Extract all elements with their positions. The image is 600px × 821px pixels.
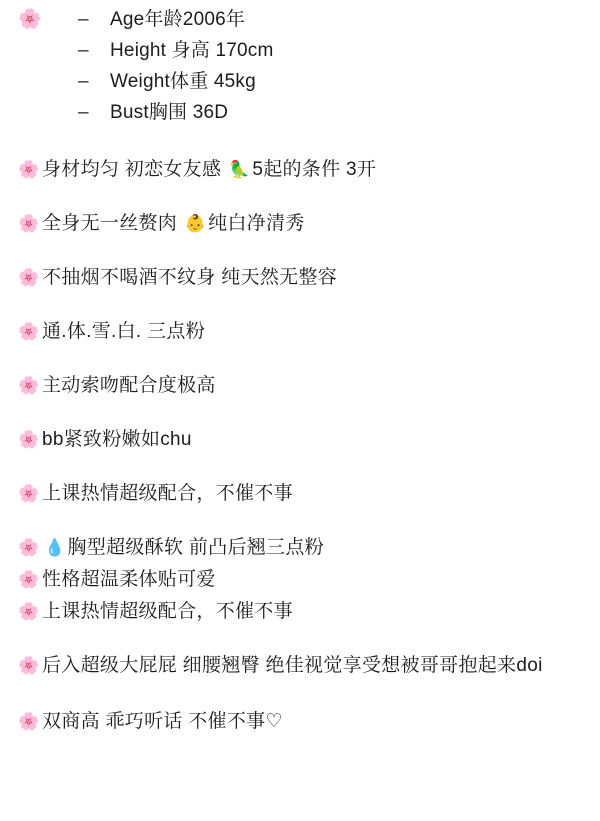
line-text: 性格超温柔体贴可爱 xyxy=(42,569,216,590)
text-line xyxy=(18,372,586,400)
line-text: 身材均匀 初恋女友感 🦜 5起的条件 3开 xyxy=(42,159,377,180)
line-text: 全身无一丝赘肉 👶 纯白净清秀 xyxy=(42,213,305,234)
dash-icon: – xyxy=(78,40,89,61)
text-line xyxy=(18,480,586,508)
text-block xyxy=(18,426,586,454)
dash-icon: – xyxy=(78,71,89,92)
text-block xyxy=(18,534,586,626)
line-text: 后入超级大屁屁 细腰翘臀 绝佳视觉享受想被哥哥抱起来doi xyxy=(42,655,543,676)
dash-icon: – xyxy=(78,102,89,123)
flower-icon: 🌸 xyxy=(18,656,40,675)
text-line xyxy=(18,426,586,454)
text-block xyxy=(18,156,586,184)
spec-row xyxy=(18,4,586,35)
flower-icon: 🌸 xyxy=(18,376,40,395)
line-text: 不抽烟不喝酒不纹身 纯天然无整容 xyxy=(42,267,338,288)
text-block xyxy=(18,480,586,508)
spec-list xyxy=(18,0,586,128)
line-text: 双商高 乖巧听话 不催不事♡ xyxy=(42,711,283,732)
flower-icon: 🌸 xyxy=(18,570,40,589)
text-block xyxy=(18,652,586,680)
parrot-icon: 🦜 xyxy=(228,160,251,179)
text-line xyxy=(18,598,586,626)
text-block xyxy=(18,708,586,736)
spec-age: Age年龄2006年 xyxy=(110,9,246,30)
line-text: bb紧致粉嫩如chu xyxy=(42,429,192,450)
text-block xyxy=(18,210,586,238)
text-block xyxy=(18,318,586,346)
text-block xyxy=(18,372,586,400)
line-text: 上课热情超级配合，不催不事 xyxy=(42,483,293,504)
line-text: 💧 胸型超级酥软 前凸后翘三点粉 xyxy=(44,537,324,558)
flower-icon: 🌸 xyxy=(18,538,40,557)
text-line xyxy=(18,156,586,184)
text-line xyxy=(18,318,586,346)
text-line xyxy=(18,264,586,292)
text-line xyxy=(18,708,586,736)
spec-row xyxy=(18,35,586,66)
flower-icon: 🌸 xyxy=(18,484,40,503)
flower-icon: 🌸 xyxy=(18,430,40,449)
spec-height: Height 身高 170cm xyxy=(110,40,274,61)
spec-row xyxy=(18,97,586,128)
flower-icon: 🌸 xyxy=(18,322,40,341)
text-line xyxy=(18,210,586,238)
line-text: 通.体.雪.白. 三点粉 xyxy=(42,321,205,342)
text-block xyxy=(18,264,586,292)
flower-icon: 🌸 xyxy=(18,214,40,233)
flower-icon: 🌸 xyxy=(18,268,40,287)
flower-icon: 🌸 xyxy=(18,712,40,731)
droplet-icon: 💧 xyxy=(44,538,66,557)
flower-icon: 🌸 xyxy=(18,9,42,30)
line-text: 上课热情超级配合，不催不事 xyxy=(42,601,293,622)
line-text: 主动索吻配合度极高 xyxy=(42,375,216,396)
flower-icon: 🌸 xyxy=(18,602,40,621)
flower-icon: 🌸 xyxy=(18,160,40,179)
spec-row xyxy=(18,66,586,97)
text-line xyxy=(18,652,586,680)
spec-bust: Bust胸围 36D xyxy=(110,102,229,123)
baby-icon: 👶 xyxy=(184,214,207,233)
text-line xyxy=(18,534,586,562)
dash-icon: – xyxy=(78,9,89,30)
spec-weight: Weight体重 45kg xyxy=(110,71,256,92)
text-line xyxy=(18,566,586,594)
